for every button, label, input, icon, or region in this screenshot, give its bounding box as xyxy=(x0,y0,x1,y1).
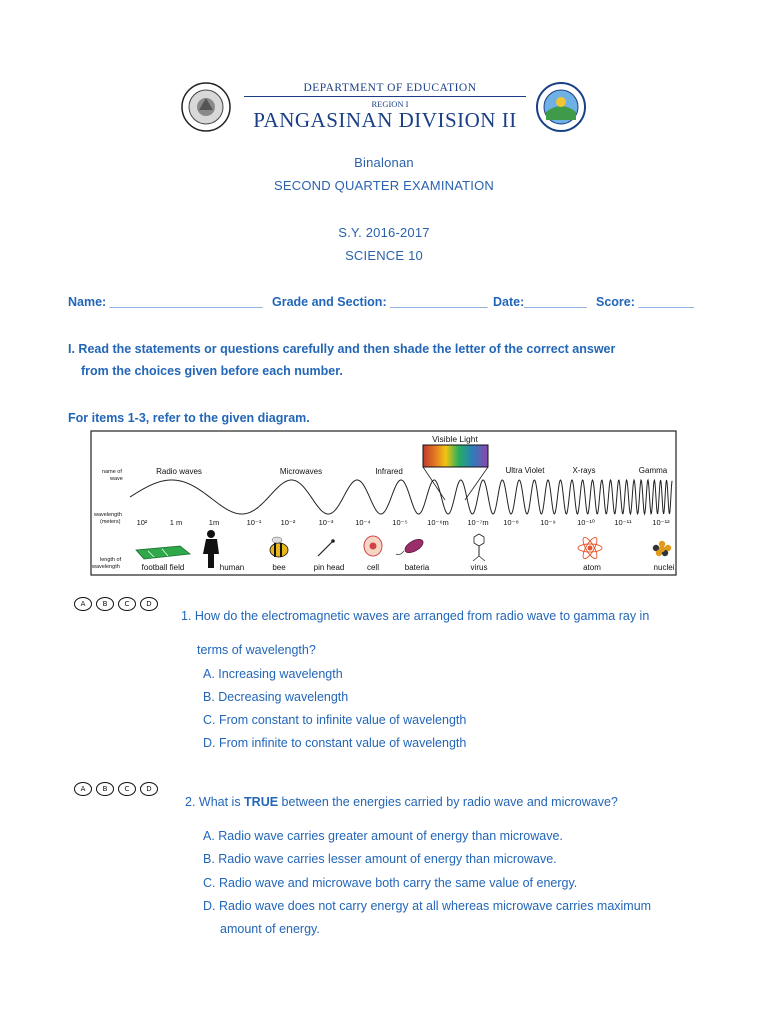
bubble-a[interactable]: A xyxy=(74,597,92,611)
band-xray: X-rays xyxy=(572,466,596,475)
question-2-suffix: between the energies carried by radio wave and microwave? xyxy=(278,795,618,809)
question-1: 1. How do the electromagnetic waves are arranged from radio wave to gamma ray in xyxy=(181,609,650,623)
object-label: cell xyxy=(366,563,380,572)
band-micro: Microwaves xyxy=(279,467,323,476)
score-field[interactable]: Score: ________ xyxy=(596,295,694,309)
question-2 xyxy=(185,795,618,809)
bubble-c[interactable]: C xyxy=(118,782,136,796)
question-2-prefix: 2. What is xyxy=(185,795,245,809)
wavelength-tick-label: 10⁻² xyxy=(280,518,296,527)
row-label-wl-1: wavelength xyxy=(94,512,122,518)
object-label: nuclei xyxy=(653,563,675,572)
date-field[interactable]: Date:_________ xyxy=(493,295,587,309)
visible-light-band xyxy=(423,445,488,467)
wavelength-tick-label: 10⁻⁶m xyxy=(427,518,449,527)
band-radio: Radio waves xyxy=(156,467,202,476)
band-uv: Ultra Violet xyxy=(505,466,545,475)
q2-option-a: A. Radio wave carries greater amount of energy than microwave. xyxy=(203,829,563,843)
instruction-line-1: I. Read the statements or questions carefully and then shade the letter of the correct answer xyxy=(68,342,616,356)
visible-light-label: Visible Light xyxy=(432,434,478,444)
wavelength-tick-label: 10⁻⁹ xyxy=(540,518,556,527)
row-label-name-2: wave xyxy=(110,476,123,482)
question-1-cont: terms of wavelength? xyxy=(197,643,316,657)
exam-title: SECOND QUARTER EXAMINATION xyxy=(274,178,494,193)
q2-option-b: B. Radio wave carries lesser amount of energy than microwave. xyxy=(203,852,557,866)
cell-icon xyxy=(364,536,382,556)
q1-option-c: C. From constant to infinite value of wavelength xyxy=(203,713,467,727)
question-2-emphasis: TRUE xyxy=(244,795,279,809)
bubble-b[interactable]: B xyxy=(96,782,114,796)
wavelength-tick-label: 1m xyxy=(208,518,220,527)
wavelength-tick-label: 10⁻⁷m xyxy=(467,518,489,527)
wavelength-tick-label: 10⁻⁴ xyxy=(355,518,371,527)
q1-option-b: B. Decreasing wavelength xyxy=(203,690,349,704)
subject: SCIENCE 10 xyxy=(345,248,423,263)
name-field[interactable]: Name: ______________________ xyxy=(68,295,263,309)
bubble-c[interactable]: C xyxy=(118,597,136,611)
row-label-len-2: wavelength xyxy=(92,564,120,570)
q2-option-c: C. Radio wave and microwave both carry the same value of energy. xyxy=(203,876,578,890)
row-label-name-1: name of xyxy=(102,469,122,475)
answer-bubbles-q1 xyxy=(74,597,158,611)
header-region: REGION I xyxy=(371,99,409,109)
em-spectrum-diagram xyxy=(90,430,678,578)
q1-option-d: D. From infinite to constant value of wavelength xyxy=(203,736,467,750)
object-labels xyxy=(142,563,675,572)
wavelength-tick-label: 10⁻⁵ xyxy=(392,518,408,527)
bubble-a[interactable]: A xyxy=(74,782,92,796)
answer-bubbles-q2 xyxy=(74,782,158,796)
grade-section-field[interactable]: Grade and Section: ______________ xyxy=(272,295,488,309)
bubble-b[interactable]: B xyxy=(96,597,114,611)
instruction-line-2: from the choices given before each number. xyxy=(81,364,343,378)
header-division: PANGASINAN DIVISION II xyxy=(253,108,517,132)
wavelength-tick-label: 10⁻¹ xyxy=(246,518,262,527)
q1-option-a: A. Increasing wavelength xyxy=(203,667,343,681)
refer-instruction: For items 1-3, refer to the given diagram. xyxy=(68,411,310,425)
object-label: bateria xyxy=(404,563,430,572)
row-label-len-1: length of xyxy=(100,557,122,563)
object-label: bee xyxy=(272,563,286,572)
wavelength-tick-label: 10⁻¹¹ xyxy=(614,518,632,527)
bubble-d[interactable]: D xyxy=(140,782,158,796)
header-dept: DEPARTMENT OF EDUCATION xyxy=(303,82,477,94)
object-label: atom xyxy=(583,563,601,572)
object-label: football field xyxy=(141,563,185,572)
q2-option-d-cont: amount of energy. xyxy=(220,922,320,936)
wavelength-tick-label: 10⁻³ xyxy=(318,518,334,527)
band-gamma: Gamma xyxy=(638,466,668,475)
row-label-wl-2: (meters) xyxy=(100,519,121,525)
wavelength-tick-label: 10⁻¹² xyxy=(652,518,670,527)
object-label: pin head xyxy=(313,563,345,572)
band-infrared: Infrared xyxy=(375,467,403,476)
object-label: human xyxy=(219,563,245,572)
wavelength-tick-label: 10² xyxy=(136,518,148,527)
q2-option-d: D. Radio wave does not carry energy at all whereas microwave carries maximum xyxy=(203,899,652,913)
school-year: S.Y. 2016-2017 xyxy=(338,225,430,240)
wavelength-tick-label: 1 m xyxy=(169,518,183,527)
deped-seal xyxy=(181,82,231,132)
bubble-d[interactable]: D xyxy=(140,597,158,611)
school-name: Binalonan xyxy=(354,155,414,170)
header-divider xyxy=(244,96,526,97)
division-seal xyxy=(536,82,586,132)
wavelength-tick-label: 10⁻¹⁰ xyxy=(577,518,595,527)
wavelength-ticks xyxy=(137,518,671,527)
object-label: virus xyxy=(470,563,488,572)
wavelength-tick-label: 10⁻⁸ xyxy=(503,518,519,527)
